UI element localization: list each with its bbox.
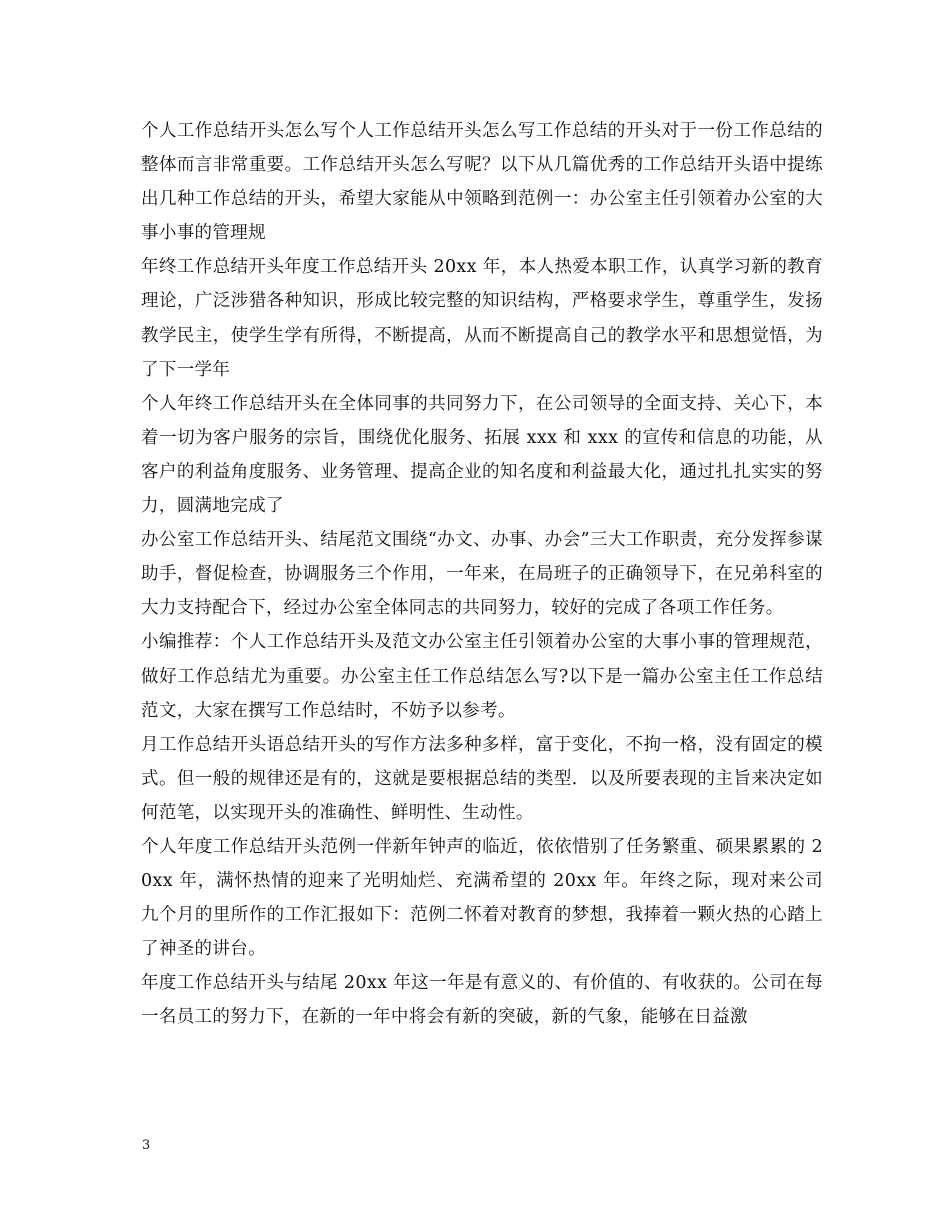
paragraph: 办公室工作总结开头、结尾范文围绕“办文、办事、办会”三大工作职责，充分发挥参谋助手，督促检查，协调服务三个作用，一年来，在局班子的正确领导下，在兄弟科室的大力支持配合下，经过办公室全体同志的共同努力，较好的完成了各项工作任务。 [141, 530, 823, 619]
paragraph: 个人工作总结开头怎么写个人工作总结开头怎么写工作总结的开头对于一份工作总结的整体而言非常重要。工作总结开头怎么写呢？以下从几篇优秀的工作总结开头语中提练出几种工作总结的开头，希望大家能从中领略到范例一：办公室主任引领着办公室的大事小事的管理规 [141, 121, 823, 244]
page-number: 3 [142, 1138, 151, 1153]
document-body [141, 114, 823, 1035]
paragraph: 年度工作总结开头与结尾 20xx 年这一年是有意义的、有价值的、有收获的。公司在每一名员工的努力下，在新的一年中将会有新的突破，新的气象，能够在日益激 [141, 973, 823, 1028]
paragraph: 年终工作总结开头年度工作总结开头 20xx 年，本人热爱本职工作，认真学习新的教育理论，广泛涉猎各种知识，形成比较完整的知识结构，严格要求学生，尊重学生，发扬教学民主，使学生学有所得，不断提高，从而不断提高自己的教学水平和思想觉悟，为了下一学年 [141, 257, 823, 380]
paragraph: 月工作总结开头语总结开头的写作方法多种多样，富于变化，不拘一格，没有固定的模式。但一般的规律还是有的，这就是要根据总结的类型．以及所要表现的主旨来决定如何范笔，以实现开头的准确性、鲜明性、生动性。 [141, 734, 823, 823]
paragraph: 个人年度工作总结开头范例一伴新年钟声的临近，依依惜别了任务繁重、硕果累累的 20xx 年，满怀热情的迎来了光明灿烂、充满希望的 20xx 年。年终之际，现对来公司九个月的里所作的工作汇报如下：范例二怀着对教育的梦想，我捧着一颗火热的心踏上了神圣的讲台。 [141, 836, 823, 960]
paragraph: 小编推荐：个人工作总结开头及范文办公室主任引领着办公室的大事小事的管理规范，做好工作总结尤为重要。办公室主任工作总结怎么写?以下是一篇办公室主任工作总结范文，大家在撰写工作总结时，不妨予以参考。 [141, 632, 823, 721]
paragraph: 个人年终工作总结开头在全体同事的共同努力下，在公司领导的全面支持、关心下，本着一切为客户服务的宗旨，围绕优化服务、拓展 xxx 和 xxx 的宣传和信息的功能，从客户的利益角度服务、业务管理、提高企业的知名度和利益最大化，通过扎扎实实的努力，圆满地完成了 [141, 393, 823, 517]
